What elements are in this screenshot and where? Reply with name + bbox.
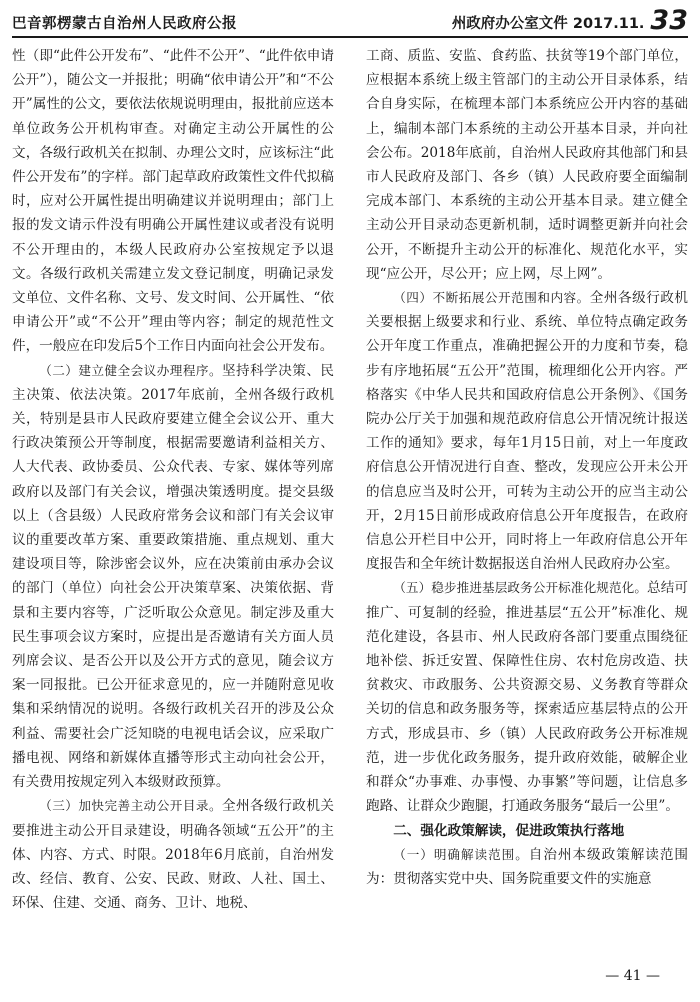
subsection-heading: （五）稳步推进基层政务公开标准化规范化。: [393, 580, 648, 596]
left-column: [12, 44, 334, 944]
subsection-heading: （一）明确解读范围。: [393, 846, 529, 862]
paragraph-body: 全州各级行政机关要根据上级要求和行业、系统、单位特点确定政务公开年度工作重点，准确把握公开的力度和节奏，稳步有序地拓展“五公开”范围，梳理细化公开内容。严格落实《中华人民共和国政府信息公开条例》、《国务院办公厅关于加强和规范政府信息公开情况统计报送工作的通知》要求，每年1月15日前，对上一年度政府信息公开情况进行自查、整改，发现应公开未公开的信息应当及时公开，可转为主动公开的应当主动公开，2月15日前形成政府信息公开年度报告，在政府信息公开栏目中公开，同时将上一年政府信息公开年度报告和全年统计数据报送自治州人民政府办公室。: [366, 290, 689, 573]
issue-info: [451, 5, 688, 36]
document-label: 州政府办公室文件 2017.11.: [451, 16, 645, 32]
paragraph-body: 坚持科学决策、民主决策、依法决策。2017年底前，全州各级行政机关，特别是县市人民政府要建立健全会议公开、重大行政决策预公开等制度，根据需要邀请利益相关方、人大代表、政协委员、公众代表、专家、媒体等列席政府以及部门有关会议，增强决策透明度。提交县级以上（含县级）人民政府常务会议和部门有关会议审议的重要改革方案、重要政策措施、重点规划、重大建设项目等，除涉密会议外，应在决策前由承办会议的部门（单位）向社会公开决策草案、决策依据、背景和主要内容等，广泛听取公众意见。制定涉及重大民生事项会议方案时，应提出是否邀请有关方面人员列席会议、是否公开以及公开方式的意见，随会议方案一同报批。已公开征求意见的，应一并随附意见收集和采纳情况的说明。各级行政机关召开的涉及公众利益、需要社会广泛知晓的电视电话会议，应采取广播电视、网络和新媒体直播等形式主动向社会公开，有关费用按规定列入本级财政预算。: [12, 362, 334, 791]
subsection-heading: （四）不断拓展公开范围和内容。: [393, 290, 590, 306]
paragraph-body: 自治州本级政策解读范围为：贯彻落实党中央、国务院重要文件的实施意: [366, 846, 688, 887]
paragraph: [12, 794, 334, 915]
paragraph: [366, 286, 688, 576]
right-column: [366, 44, 688, 944]
paragraph: 工商、质监、安监、食药监、扶贫等19个部门单位，应根据本系统上级主管部门的主动公开目录体系，结合自身实际，在梳理本部门本系统应公开内容的基础上，编制本部门本系统的主动公开基本目录，并向社会公布。2018年底前，自治州人民政府其他部门和县市人民政府及部门、各乡（镇）人民政府要全面编制完成本部门、本系统的主动公开基本目录。建立健全主动公开目录动态更新机制，适时调整更新并向社会公开，不断提升主动公开的标准化、规范化水平，实现“应公开，尽公开；应上网，尽上网”。: [366, 48, 688, 282]
paragraph-body: 全州各级行政机关要推进主动公开目录建设，明确各领域“五公开”的主体、内容、方式、时限。2018年6月底前，自治州发改、经信、教育、公安、民政、财政、人社、国土、环保、住建、交通、商务、卫计、地税、: [12, 798, 334, 912]
body-columns: [12, 44, 688, 944]
subsection-heading: （二）建立健全会议办理程序。: [39, 362, 222, 378]
gazette-title: 巴音郭楞蒙古自治州人民政府公报: [12, 16, 237, 32]
subsection-heading: （三）加快完善主动公开目录。: [39, 798, 222, 814]
paragraph: [366, 576, 688, 818]
paragraph-body: 总结可推广、可复制的经验，推进基层“五公开”标准化、规范化建设，各县市、州人民政府各部门要重点围绕征地补偿、拆迁安置、保障性住房、农村危房改造、扶贫救灾、市政服务、公共资源交易、义务教育等群众关切的信息和政务服务等，探索适应基层特点的公开方式，形成县市、乡（镇）人民政府政务公开标准规范，进一步优化政务服务，提升政府效能，破解企业和群众“办事难、办事慢、办事繁”等问题，让信息多跑路、让群众少跑腿，打通政务服务“最后一公里”。: [366, 580, 689, 815]
section-heading: 二、强化政策解读，促进政策执行落地: [393, 822, 625, 839]
paragraph: [12, 359, 334, 795]
page-number: — 41 —: [605, 968, 660, 984]
paragraph: [366, 843, 688, 891]
issue-number: 33: [650, 5, 688, 36]
paragraph: 性（即“此件公开发布”、“此件不公开”、“此件依申请公开”），随公文一并报批；明确“依申请公开”和“不公开”属性的公文，要依法依规说明理由，报批前应送本单位政务公开机构审查。对确定主动公开属性的公文，各级行政机关在拟制、办理公文时，应该标注“此件公开发布”的字样。部门起草政府政策性文件代拟稿时，应对公开属性提出明确建议并说明理由；部门上报的发文请示件没有明确公开属性建议或者没有说明不公开理由的，本级人民政府办公室按规定予以退文。各级行政机关需建立发文登记制度，明确记录发文单位、文件名称、文号、发文时间、公开属性、“依申请公开”或“不公开”理由等内容；制定的规范性文件，一般应在印发后5个工作日内面向社会公开发布。: [12, 48, 334, 355]
running-header: [12, 5, 688, 38]
